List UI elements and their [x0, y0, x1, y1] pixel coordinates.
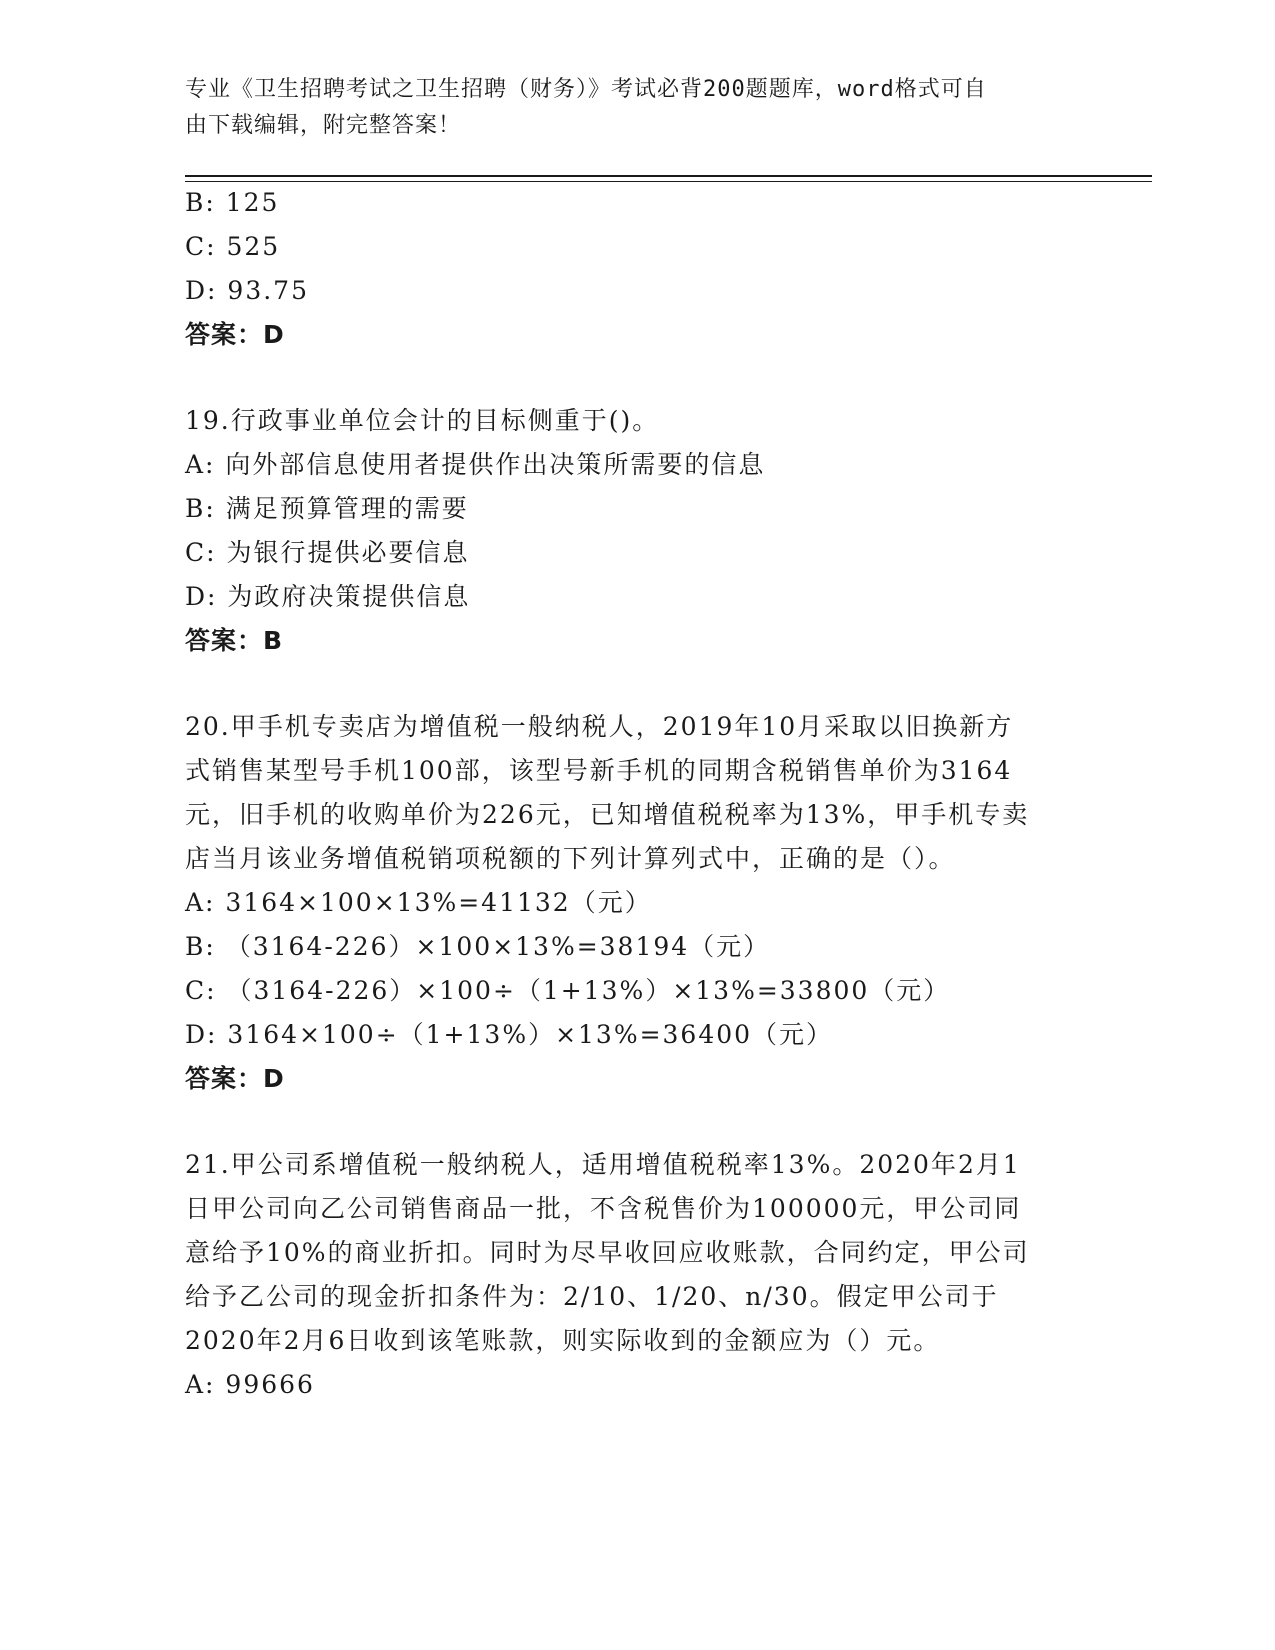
q18-option-c: C: 525	[185, 232, 281, 261]
q19-option-c: C: 为银行提供必要信息	[185, 538, 470, 567]
header-divider-thin	[185, 181, 1152, 182]
q20-answer: 答案：D	[185, 1064, 285, 1093]
q21-stem-line-2: 日甲公司向乙公司销售商品一批，不含税售价为100000元，甲公司同	[185, 1194, 1022, 1223]
q20-option-d: D: 3164×100÷（1+13%）×13%=36400（元）	[185, 1020, 834, 1049]
q20-option-b: B: （3164-226）×100×13%=38194（元）	[185, 932, 771, 961]
header-line-2: 由下载编辑，附完整答案！	[185, 113, 462, 138]
q21-stem-line-3: 意给予10%的商业折扣。同时为尽早收回应收账款，合同约定，甲公司	[185, 1238, 1030, 1267]
q19-option-a: A: 向外部信息使用者提供作出决策所需要的信息	[185, 450, 766, 479]
q20-stem-line-3: 元，旧手机的收购单价为226元，已知增值税税率为13%，甲手机专卖	[185, 800, 1030, 829]
document-header	[185, 72, 1065, 144]
q20-option-a: A: 3164×100×13%=41132（元）	[185, 888, 652, 917]
q21-stem-line-1: 21.甲公司系增值税一般纳税人，适用增值税税率13%。2020年2月1	[185, 1150, 1021, 1179]
q20-stem-line-4: 店当月该业务增值税销项税额的下列计算列式中，正确的是（）。	[185, 844, 956, 873]
q19-option-b: B: 满足预算管理的需要	[185, 494, 469, 523]
q18-option-d: D: 93.75	[185, 276, 309, 305]
q19-answer: 答案：B	[185, 626, 284, 655]
q19-stem: 19.行政事业单位会计的目标侧重于()。	[185, 406, 660, 435]
q21-stem-line-4: 给予乙公司的现金折扣条件为：2/10、1/20、n/30。假定甲公司于	[185, 1282, 999, 1311]
q18-answer: 答案：D	[185, 320, 285, 349]
q18-option-b: B: 125	[185, 188, 280, 217]
q20-stem-line-1: 20.甲手机专卖店为增值税一般纳税人，2019年10月采取以旧换新方	[185, 712, 1014, 741]
q19-option-d: D: 为政府决策提供信息	[185, 582, 471, 611]
q20-stem-line-2: 式销售某型号手机100部，该型号新手机的同期含税销售单价为3164	[185, 756, 1013, 785]
q20-option-c: C: （3164-226）×100÷（1+13%）×13%=33800（元）	[185, 976, 951, 1005]
q21-option-a: A: 99666	[185, 1370, 315, 1399]
header-line-1: 专业《卫生招聘考试之卫生招聘（财务）》考试必背200题题库，word格式可自	[185, 77, 987, 102]
q21-stem-line-5: 2020年2月6日收到该笔账款，则实际收到的金额应为（）元。	[185, 1326, 941, 1355]
header-divider-thick	[185, 175, 1152, 177]
